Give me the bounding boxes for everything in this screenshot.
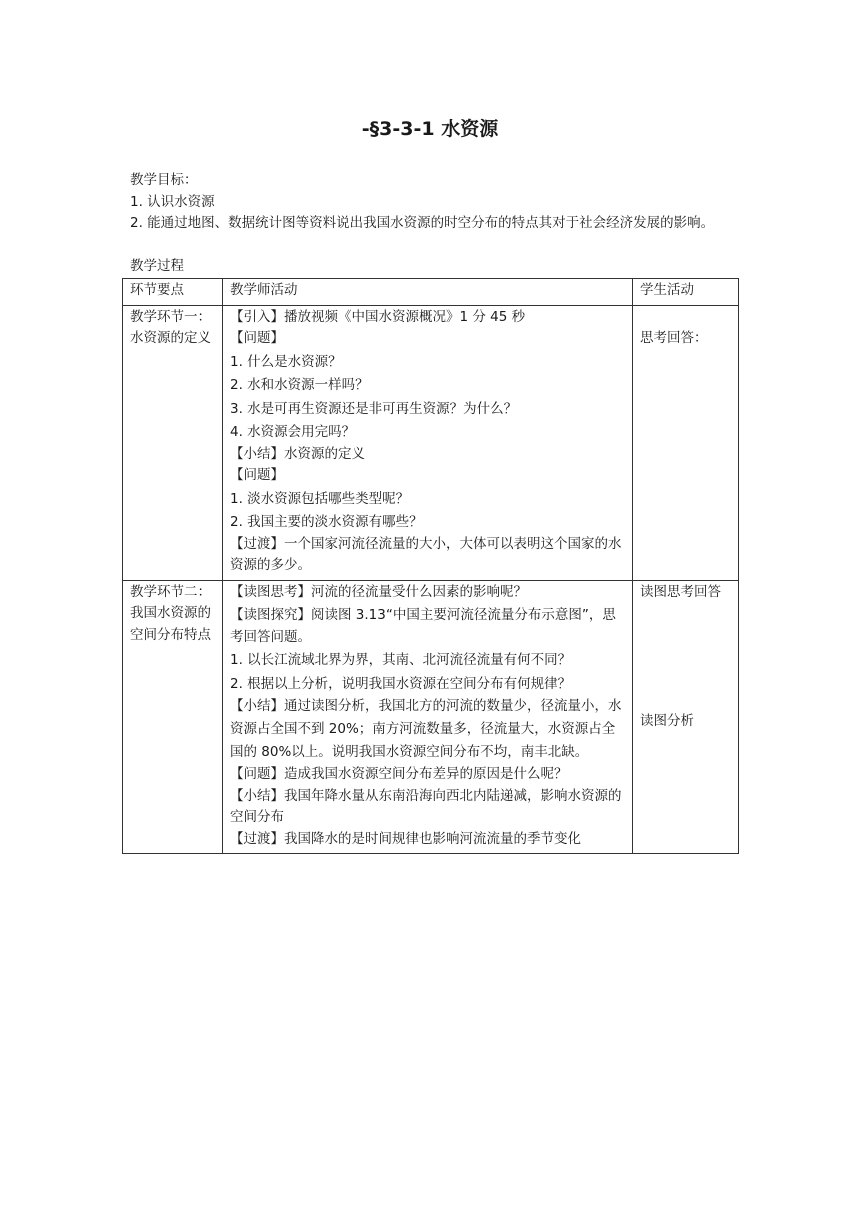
teacher-line: 【小结】水资源的定义 — [230, 445, 365, 462]
teacher-line: 【引入】播放视频《中国水资源概况》1 分 45 秒 — [230, 308, 526, 325]
goals-heading: 教学目标： — [130, 172, 198, 188]
teacher-line: 【小结】我国年降水量从东南沿海向西北内陆递减，影响水资源的空间分布 — [230, 787, 622, 825]
teacher-line: 【读图探究】阅读图 3.13“中国主要河流径流量分布示意图”，思考回答问题。 — [230, 607, 616, 645]
student-line: 读图思考回答 — [640, 583, 721, 600]
teacher-line: 【问题】 — [230, 330, 284, 346]
table-header-row — [123, 279, 739, 306]
page-title: -§3-3-1 水资源 — [361, 118, 499, 140]
lesson-table — [122, 278, 739, 854]
teacher-line: 【小结】通过读图分析，我国北方的河流的数量少，径流量小，水资源占全国不到 20%；南方河流数量多，径流量大，水资源占全国的 80%以上。说明我国水资源空间分布不均，南丰北缺。 — [230, 698, 622, 760]
teacher-line: 4. 水资源会用完吗？ — [230, 424, 356, 440]
header-teacher-activity: 教学师活动 — [223, 279, 633, 306]
teacher-line: 3. 水是可再生资源还是非可再生资源？为什么？ — [230, 400, 518, 417]
teacher-line: 【问题】造成我国水资源空间分布差异的原因是什么呢？ — [230, 766, 568, 782]
teacher-line: 1. 以长江流域北界为界，其南、北河流径流量有何不同？ — [230, 652, 572, 668]
section-cell: 教学环节二：我国水资源的空间分布特点 — [123, 580, 223, 854]
table-row — [123, 305, 739, 580]
teacher-cell — [223, 305, 633, 580]
teacher-cell — [223, 580, 633, 854]
teacher-line: 2. 根据以上分析，说明我国水资源在空间分布有何规律？ — [230, 675, 572, 692]
teacher-line: 2. 我国主要的淡水资源有哪些？ — [230, 514, 423, 530]
student-line: 思考回答： — [640, 329, 708, 346]
teacher-line: 【过渡】一个国家河流径流量的大小，大体可以表明这个国家的水资源的多少。 — [230, 535, 622, 573]
student-line: 读图分析 — [640, 713, 694, 729]
goal-item: 1. 认识水资源 — [130, 194, 215, 210]
student-cell — [633, 580, 739, 854]
teacher-line: 2. 水和水资源一样吗？ — [230, 377, 369, 393]
process-heading: 教学过程 — [130, 258, 184, 274]
student-cell — [633, 305, 739, 580]
goal-list — [130, 192, 738, 234]
teacher-line: 【读图思考】河流的径流量受什么因素的影响呢？ — [230, 583, 527, 600]
section-cell: 教学环节一：水资源的定义 — [123, 305, 223, 580]
teacher-line: 1. 什么是水资源？ — [230, 353, 342, 370]
teacher-line: 【过渡】我国降水的是时间规律也影响河流流量的季节变化 — [230, 830, 581, 847]
goal-item: 2. 能通过地图、数据统计图等资料说出我国水资源的时空分布的特点其对于社会经济发展的影响。 — [130, 215, 715, 231]
teacher-line: 【问题】 — [230, 467, 284, 483]
header-student-activity: 学生活动 — [633, 279, 739, 306]
header-section: 环节要点 — [123, 279, 223, 306]
table-row — [123, 580, 739, 854]
teacher-line: 1. 淡水资源包括哪些类型呢？ — [230, 490, 410, 507]
